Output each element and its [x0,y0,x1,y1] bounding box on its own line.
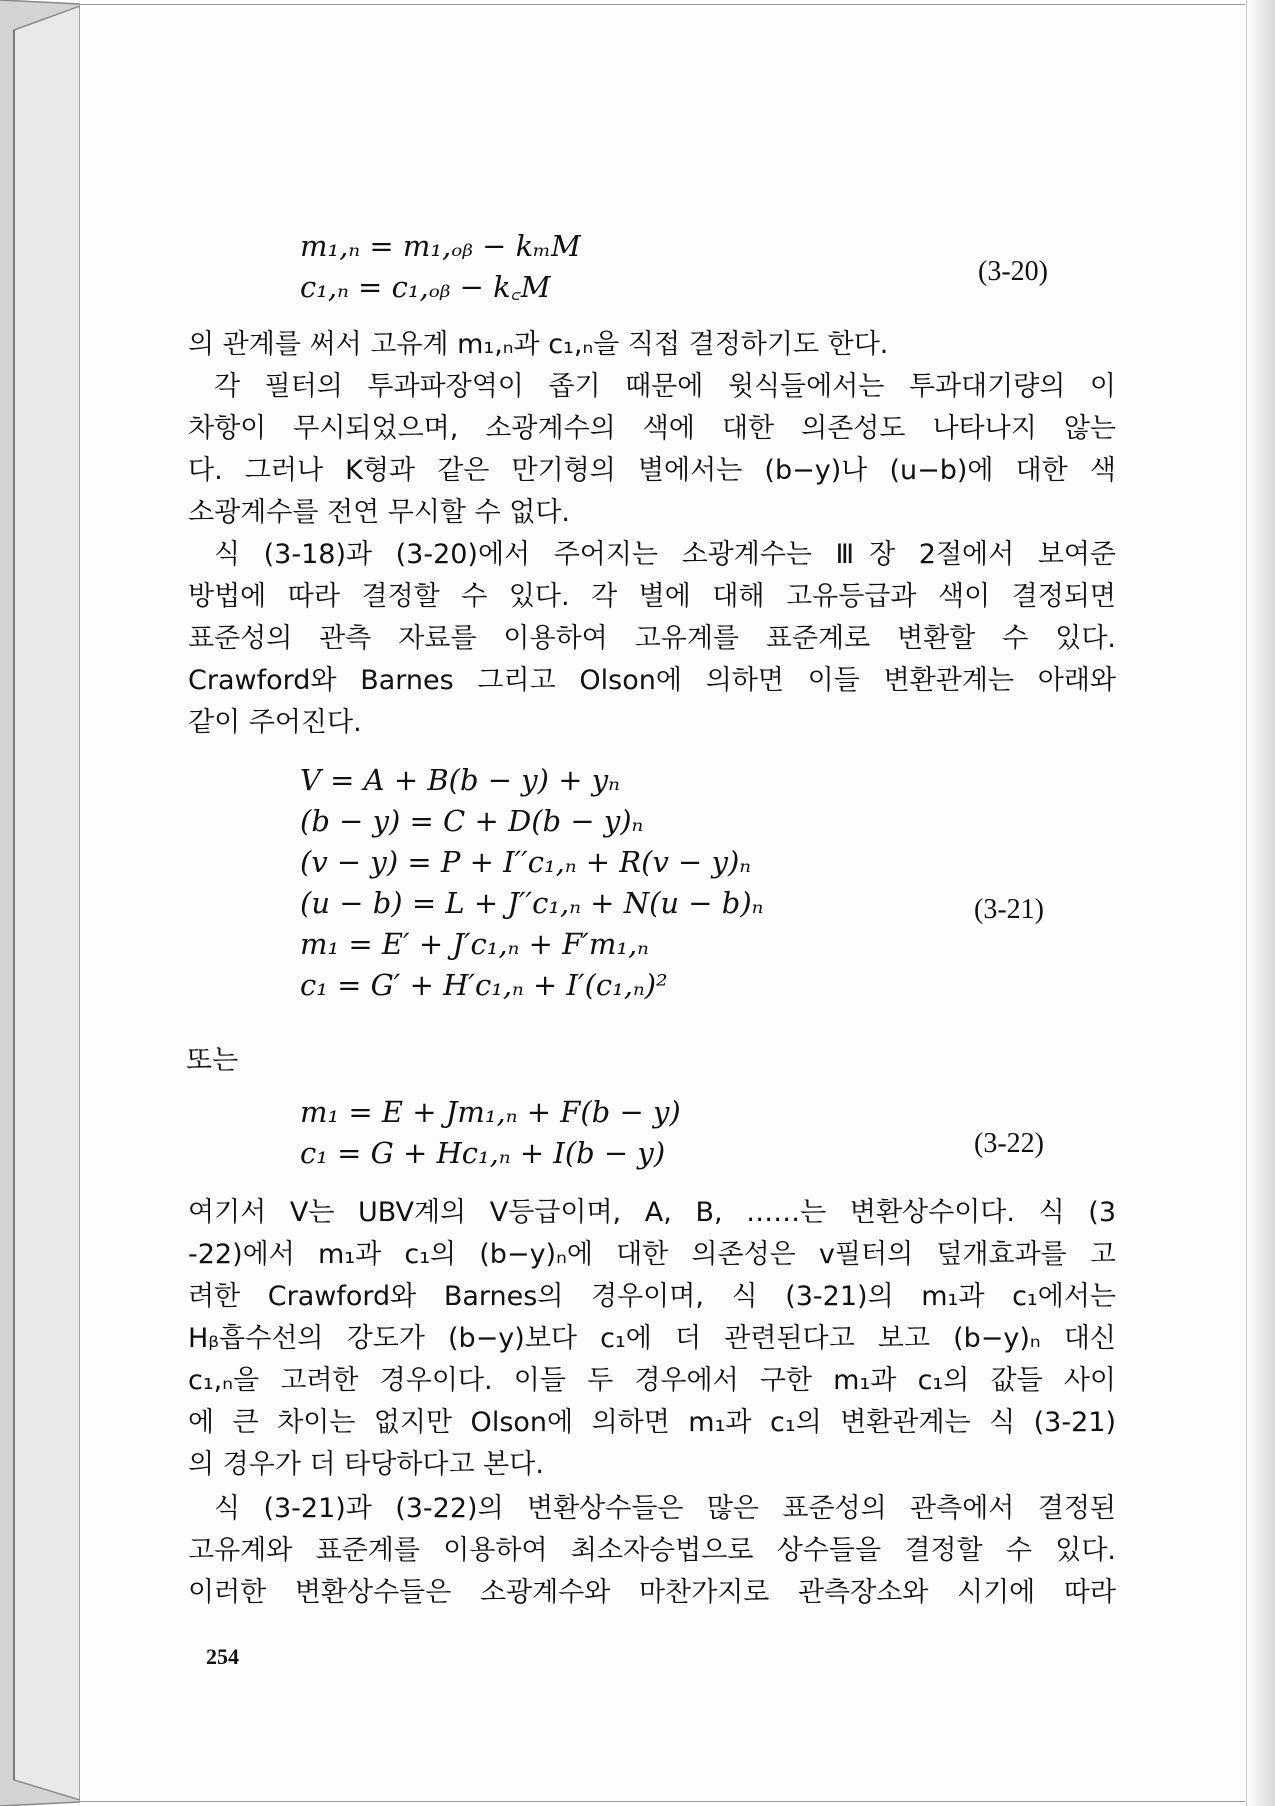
equation-line: m₁ = E′ + J′c₁,ₙ + F′m₁,ₙ [300,927,649,961]
page-number: 254 [206,1644,239,1669]
text-line: 의 경우가 더 타당하다고 본다. [188,1449,544,1480]
or-word: 또는 [186,1045,239,1076]
paragraph [188,324,1116,366]
text-line: 차항이 무시되었으며, 소광계수의 색에 대한 의존성도 나타나지 않는 [188,413,1116,444]
text-line: 각 필터의 투과파장역이 좁기 때문에 윗식들에서는 투과대기량의 이 [214,371,1116,402]
book-spine [0,0,80,1806]
text-line: 식 (3-18)과 (3-20)에서 주어지는 소광계수는 Ⅲ장 2절에서 보여준 [214,539,1116,570]
text-line: 같이 주어진다. [188,707,362,738]
equation-line: (b − y) = C + D(b − y)ₙ [300,804,644,838]
text-line: 표준성의 관측 자료를 이용하여 고유계를 표준계로 변환할 수 있다. [188,623,1116,654]
equation-line: m₁ = E + Jm₁,ₙ + F(b − y) [300,1095,681,1129]
equation-3-21 [300,760,763,1006]
text-line: 고유계와 표준계를 이용하여 최소자승법으로 상수들을 결정할 수 있다. [188,1535,1116,1566]
equation-number: (3-22) [974,1128,1044,1159]
paragraph [188,534,1116,744]
equation-line: m₁,ₙ = m₁,ₒᵦ − kₘM [300,229,581,263]
text-line: 소광계수를 전연 무시할 수 없다. [188,497,570,528]
equation-3-22 [300,1092,681,1174]
text-line: Hᵦ흡수선의 강도가 (b−y)보다 c₁에 더 관련된다고 보고 (b−y)ₙ 대신 [188,1323,1116,1354]
text-line: 여기서 V는 UBV계의 V등급이며, A, B, ……는 변환상수이다. 식 (3 [188,1197,1116,1228]
equation-number: (3-21) [974,894,1044,925]
text-line: 방법에 따라 결정할 수 있다. 각 별에 대해 고유등급과 색이 결정되면 [188,581,1116,612]
paragraph [188,1192,1116,1486]
equation-line: (u − b) = L + J′′c₁,ₙ + N(u − b)ₙ [300,886,764,920]
text-line: -22)에서 m₁과 c₁의 (b−y)ₙ에 대한 의존성은 v필터의 덮개효과를 고 [188,1239,1116,1270]
equation-line: (v − y) = P + I′′c₁,ₙ + R(v − y)ₙ [300,845,752,879]
page-right-edge [1246,0,1275,1806]
text-line: 에 큰 차이는 없지만 Olson에 의하면 m₁과 c₁의 변환관계는 식 (3-21) [188,1407,1116,1438]
paragraph [188,1488,1116,1614]
text-line: Crawford와 Barnes 그리고 Olson에 의하면 이들 변환관계는 아래와 [188,665,1116,696]
equation-line: c₁,ₙ = c₁,ₒᵦ − k꜀M [300,270,551,304]
paragraph [188,366,1116,534]
text-line: 다. 그러나 K형과 같은 만기형의 별에서는 (b−y)나 (u−b)에 대한 색 [188,455,1116,486]
text-line: 식 (3-21)과 (3-22)의 변환상수들은 많은 표준성의 관측에서 결정된 [214,1493,1116,1524]
equation-line: c₁ = G + Hc₁,ₙ + I(b − y) [300,1136,666,1170]
equation-line: V = A + B(b − y) + yₙ [300,763,620,797]
text-line: 이러한 변환상수들은 소광계수와 마찬가지로 관측장소와 시기에 따라 [188,1577,1116,1608]
text-line: 의 관계를 써서 고유계 m₁,ₙ과 c₁,ₙ을 직접 결정하기도 한다. [188,329,889,360]
text-line: 려한 Crawford와 Barnes의 경우이며, 식 (3-21)의 m₁과 c₁에서는 [188,1281,1116,1312]
equation-number: (3-20) [978,256,1048,287]
text-line: c₁,ₙ을 고려한 경우이다. 이들 두 경우에서 구한 m₁과 c₁의 값들 사이 [188,1365,1116,1396]
equation-line: c₁ = G′ + H′c₁,ₙ + I′(c₁,ₙ)² [300,968,668,1002]
equation-3-20 [300,226,581,308]
